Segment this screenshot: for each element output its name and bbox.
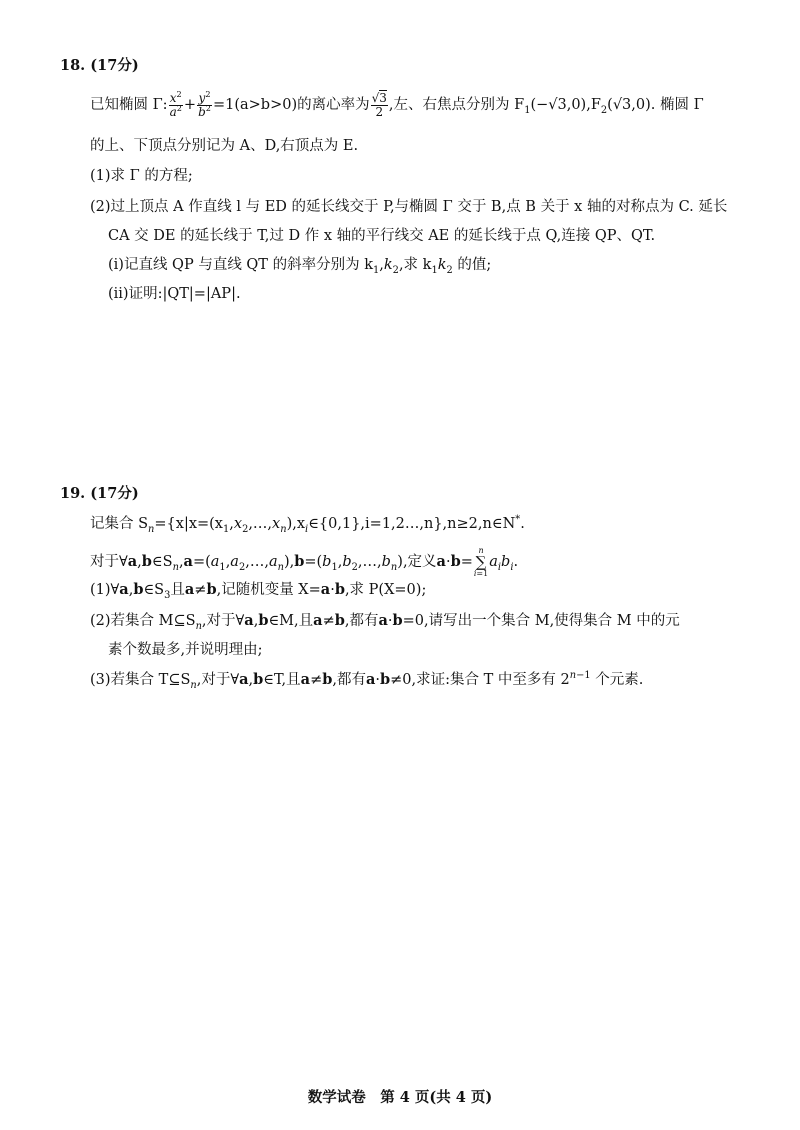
page-footer: 数学试卷 第 4 页(共 4 页): [307, 1089, 493, 1106]
q18-text: (−√3,0),F: [530, 97, 601, 113]
q19-text: ∈T,且: [263, 672, 301, 688]
q19-text: ,记随机变量 X=: [216, 582, 321, 598]
q19-definition: 记集合 $S_n=\{x|x=(x_1,x_2,\dots,x_n),x_i\in\{0,1\},i=1,2\dots,n\},n\ge 2,n\in N^*$.: [90, 514, 525, 535]
q18-subpart-i: (ⅰ)记直线 QP 与直线 QT 的斜率分别为 $k_1,k_2$,求 $k_1k_2$ 的值;: [108, 257, 492, 276]
q18-text: ,左、右焦点分别为 F: [388, 97, 525, 113]
q19-part3: (3)若集合 $T⊆S_n$,对于∀a,b∈T,且a≠b,都有a·b≠0,求证:集合 T 中至多有 $2^{n-1}$ 个元素.: [90, 670, 644, 691]
q19-text: ,都有: [332, 672, 366, 688]
q19-part1: $(1)\forall a,b\in S_3$且a≠b,记随机变量 X=a·b,求 P(X=0);: [90, 581, 427, 601]
q19-text: ,对于∀: [201, 613, 245, 629]
q18-given-line2: 的上、下顶点分别记为 A、D,右顶点为 E.: [90, 138, 359, 154]
q19-text: 个元素.: [590, 672, 644, 688]
q19-text: 记集合 S: [90, 516, 149, 532]
q19-text: ,对于∀: [196, 672, 240, 688]
q19-text: ,定义: [402, 554, 437, 570]
q19-text: ,求 P(X=0);: [344, 582, 427, 598]
q18-text: ,求 k: [398, 257, 432, 273]
q18-part1: (1)求 Γ 的方程;: [90, 168, 193, 184]
q19-text: ∈M,且: [268, 613, 314, 629]
q19-text: ∈{0,1},i=1,2…,n},n≥2,n∈N: [308, 516, 516, 532]
fraction-x2-a2: $\frac{x^2}{a^2}$: [169, 88, 182, 119]
q19-text: ={x|x=(x: [154, 516, 223, 532]
q19-header: 19. (17分): [60, 485, 139, 502]
q19-text: ≠0,求证:集合 T 中至多有 2: [390, 672, 570, 688]
q19-text: =0,请写出一个集合 M,使得集合 M 中的元: [402, 613, 680, 629]
q18-text: (√3,0). 椭圆 Γ: [607, 97, 704, 113]
q18-header: 18. (17分): [60, 57, 139, 74]
q18-part2-line2: CA 交 DE 的延长线于 T,过 D 作 x 轴的平行线交 AE 的延长线于点 Q,连接 QP、QT.: [108, 228, 656, 244]
q18-given-line1: 已知椭圆 Γ: $\frac{x^2}{a^2}$ + $\frac{y^2}{b^2}$ =1(a>b>0)的离心率为 $\frac{√3}{2}$ ,左、右焦点分别为 $F_1(-√3,0),F_2(√3,0)$. 椭圆 Γ: [90, 88, 704, 119]
q18-text: 的值;: [452, 257, 492, 273]
fraction-sqrt3-over-2: $\frac{√3}{2}$: [371, 90, 387, 119]
q19-text: ,都有: [344, 613, 379, 629]
q18-part2-line1: (2)过上顶点 A 作直线 l 与 ED 的延长线交于 P,与椭圆 Γ 交于 B,点 B 关于 x 轴的对称点为 C. 延长: [90, 199, 728, 215]
fraction-y2-b2: $\frac{y^2}{b^2}$: [198, 88, 211, 119]
q19-part2-line2: 素个数最多,并说明理由;: [108, 642, 263, 658]
q19-text: 且: [170, 582, 185, 598]
q19-text: ),x: [286, 516, 306, 532]
q18-text: 已知椭圆 Γ:: [90, 97, 168, 113]
q18-subpart-ii: (ⅱ)证明:|QT|=|AP|.: [108, 286, 241, 302]
q19-text: ∈S: [143, 582, 165, 598]
q19-text: (2)若集合 M⊆S: [90, 613, 196, 629]
summation-symbol: n ∑ i=1: [473, 546, 489, 578]
q19-text: (1)∀: [90, 582, 120, 598]
q19-text: 对于∀: [90, 554, 128, 570]
q18-text: (ⅰ)记直线 QP 与直线 QT 的斜率分别为 k: [108, 257, 373, 273]
q19-part2-line1: (2)若集合 $M⊆S_n$,对于∀a,b∈M,且a≠b,都有a·b=0,请写出一个集合 M,使得集合 M 中的元: [90, 612, 680, 632]
q18-text: (a>b>0)的离心率为: [234, 97, 370, 113]
q19-dot-product-definition: 对于$\forall a,b\in S_n,a=(a_1,a_2,\dots,a_n),b=(b_1,b_2,\dots,b_n)$,定义a·b= n ∑ i=1 $a_ib_i$.: [90, 546, 519, 578]
q19-text: (3)若集合 T⊆S: [90, 672, 191, 688]
q19-text: ∈S: [151, 554, 173, 570]
